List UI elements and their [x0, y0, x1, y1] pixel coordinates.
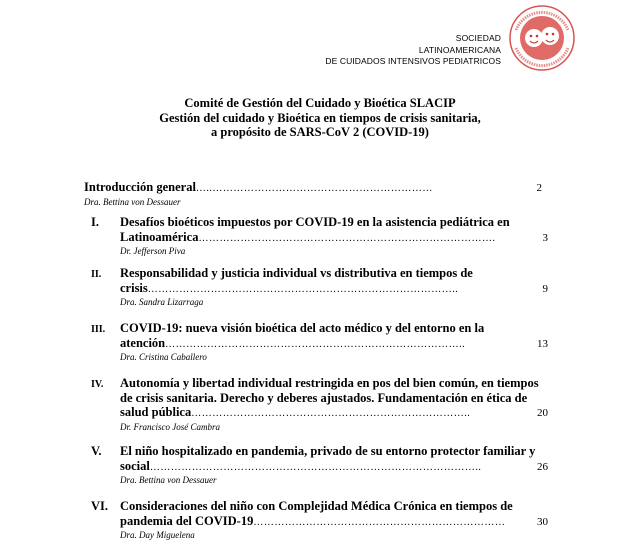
toc-entry-3-page: 13	[537, 337, 548, 350]
toc-entry-6[interactable]	[120, 499, 548, 540]
toc-number-3: III.	[91, 324, 106, 335]
toc-entry-2-page: 9	[542, 282, 548, 295]
toc-entry-1-author: Dr. Jefferson Piva	[120, 246, 186, 256]
toc-number-2: II.	[91, 269, 102, 280]
toc-entry-5[interactable]	[120, 444, 548, 485]
toc-entry-3-line2: atención	[120, 335, 166, 350]
toc-entry-1[interactable]	[120, 215, 548, 256]
toc-entry-4-line1: Autonomía y libertad individual restringida en pos del bien común, en tiempos	[120, 376, 539, 390]
toc-intro-page: 2	[536, 182, 542, 194]
toc-entry-4-page: 20	[537, 407, 548, 419]
society-name	[325, 33, 501, 68]
toc-entry-4[interactable]	[120, 376, 548, 432]
title-line-3: a propósito de SARS-CoV 2 (COVID-19)	[211, 125, 429, 139]
toc-entry-3-line1: COVID-19: nueva visión bioética del acto médico y del entorno en la	[120, 321, 485, 335]
toc-entry-2-dots: ……………………………………………………………………………..	[147, 283, 459, 295]
toc-entry-5-line2: social	[120, 458, 150, 473]
toc-entry-3[interactable]	[120, 321, 548, 362]
document-title	[120, 96, 520, 140]
toc-intro-author: Dra. Bettina von Dessauer	[84, 196, 181, 207]
toc-number-6: VI.	[91, 499, 109, 513]
toc-entry-1-dots: ………………………………………………………………………….	[198, 232, 496, 244]
toc-intro-title: Introducción general	[84, 180, 196, 194]
toc-entry-4-author: Dr. Francisco José Cambra	[120, 421, 220, 432]
toc-entry-3-author: Dra. Cristina Caballero	[120, 352, 207, 362]
toc-entry-2[interactable]	[120, 266, 548, 307]
toc-entry-5-line1: El niño hospitalizado en pandemia, privado de su entorno protector familiar y	[120, 444, 536, 458]
society-line-2: LATINOAMERICANA	[418, 44, 501, 55]
toc-entry-6-page: 30	[537, 515, 548, 528]
toc-entry-2-line2: crisis	[120, 280, 148, 295]
toc-number-1: I.	[91, 215, 99, 229]
toc-intro-dots: …..………………………………………………………	[195, 183, 433, 194]
toc-entry-6-line1: Consideraciones del niño con Complejidad Médica Crónica en tiempos de	[120, 499, 513, 513]
title-line-2: Gestión del cuidado y Bioética en tiempos de crisis sanitaria,	[159, 110, 481, 125]
toc-entry-6-line2: pandemia del COVID-19	[120, 513, 254, 528]
society-line-1: SOCIEDAD	[455, 33, 501, 43]
society-line-3: DE CUIDADOS INTENSIVOS PEDIATRICOS	[325, 56, 501, 66]
toc-entry-4-dots: ……………………………………………………………………..	[191, 408, 471, 419]
toc-entry-4-line2: salud pública	[120, 405, 192, 419]
toc-entry-1-line2: Latinoamérica	[120, 229, 199, 244]
toc-entry-2-line1: Responsabilidad y justicia individual vs distributiva en tiempos de	[120, 266, 473, 280]
toc-entry-5-page: 26	[537, 460, 548, 473]
toc-entry-3-dots: …………………………………………………………………………..	[165, 338, 466, 350]
toc-entry-6-dots: ………………………………………………………………	[253, 516, 506, 528]
toc-entry-6-author: Dra. Day Miguelena	[120, 530, 195, 540]
slacip-logo-icon	[508, 4, 576, 72]
toc-entry-intro[interactable]	[84, 180, 542, 207]
toc-entry-1-line1: Desafíos bioéticos impuestos por COVID-19 en la asistencia pediátrica en	[120, 215, 510, 229]
toc-number-4: IV.	[91, 379, 104, 390]
toc-entry-2-author: Dra. Sandra Lizarraga	[120, 297, 204, 307]
toc-entry-5-author: Dra. Bettina von Dessauer	[120, 475, 217, 485]
toc-number-5: V.	[91, 444, 102, 458]
title-line-1: Comité de Gestión del Cuidado y Bioética SLACIP	[184, 96, 456, 110]
toc-entry-4-line1b: de crisis sanitaria. Derecho y deberes ajustados. Fundamentación en ética de	[120, 390, 528, 405]
toc-entry-5-dots: …………………………………………………………………………………..	[149, 461, 482, 473]
toc-entry-1-page: 3	[542, 231, 548, 244]
